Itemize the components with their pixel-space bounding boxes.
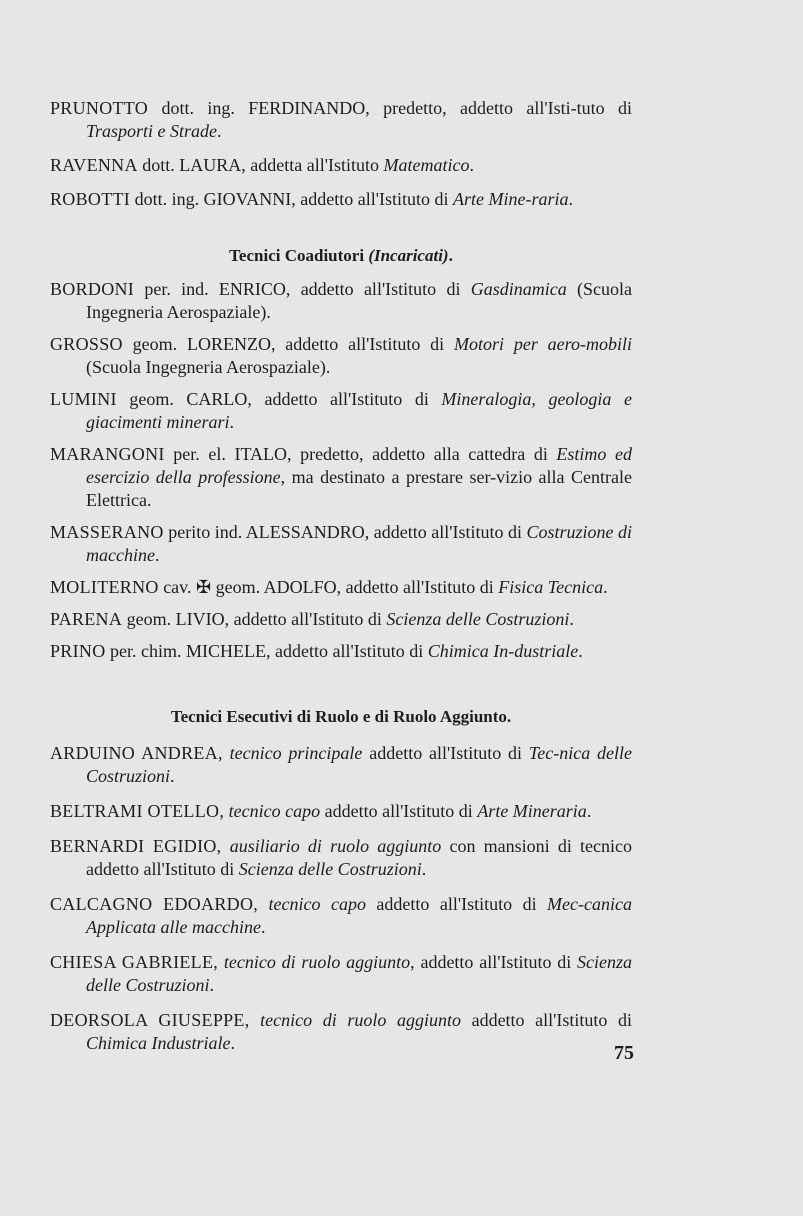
entry-bernardi: BERNARDI EGIDIO, ausiliario di ruolo aggiunto con mansioni di tecnico addetto all'Istituto di Scienza delle Costruzioni. bbox=[50, 836, 632, 879]
entry-prunotto: PRUNOTTO dott. ing. FERDINANDO, predetto, addetto all'Isti-tuto di Trasporti e Strade. bbox=[50, 98, 632, 141]
entry-prino: PRINO per. chim. MICHELE, addetto all'Istituto di Chimica In-dustriale. bbox=[50, 641, 583, 661]
section-heading-esecutivi: Tecnici Esecutivi di Ruolo e di Ruolo Aggiunto. bbox=[170, 707, 512, 726]
entry-calcagno: CALCAGNO EDOARDO, tecnico capo addetto all'Istituto di Mec-canica Applicata alle macchine. bbox=[50, 894, 632, 937]
entry-moliterno: MOLITERNO cav. ✠ geom. ADOLFO, addetto all'Istituto di Fisica Tecnica. bbox=[50, 577, 608, 597]
entries-coadiutori bbox=[50, 278, 632, 663]
entry-arduino: ARDUINO ANDREA, tecnico principale addetto all'Istituto di Tec-nica delle Costruzioni. bbox=[50, 743, 632, 786]
section-heading-coadiutori: Tecnici Coadiutori (Incaricati). bbox=[229, 246, 453, 265]
entry-masserano: MASSERANO perito ind. ALESSANDRO, addetto all'Istituto di Costruzione di macchine. bbox=[50, 522, 632, 565]
entry-deorsola: DEORSOLA GIUSEPPE, tecnico di ruolo aggiunto addetto all'Istituto di Chimica Industriale. bbox=[50, 1010, 633, 1053]
entry-marangoni: MARANGONI per. el. ITALO, predetto, addetto alla cattedra di Estimo ed esercizio della professione, ma destinato a prestare ser-vizio alla Centrale Elettrica. bbox=[50, 444, 632, 510]
entry-parena: PARENA geom. LIVIO, addetto all'Istituto di Scienza delle Costruzioni. bbox=[50, 609, 574, 629]
entry-beltrami: BELTRAMI OTELLO, tecnico capo addetto all'Istituto di Arte Mineraria. bbox=[50, 801, 592, 821]
entry-grosso: GROSSO geom. LORENZO, addetto all'Istituto di Motori per aero-mobili (Scuola Ingegneria Aerospaziale). bbox=[50, 334, 632, 377]
entries-top bbox=[50, 97, 632, 211]
page-number: 75 bbox=[614, 1042, 634, 1064]
entry-ravenna: RAVENNA dott. LAURA, addetta all'Istituto Matematico. bbox=[50, 155, 474, 175]
entry-lumini: LUMINI geom. CARLO, addetto all'Istituto di Mineralogia, geologia e giacimenti minerari. bbox=[50, 389, 632, 432]
entry-chiesa: CHIESA GABRIELE, tecnico di ruolo aggiunto, addetto all'Istituto di Scienza delle Costruzioni. bbox=[50, 952, 632, 995]
entry-robotti: ROBOTTI dott. ing. GIOVANNI, addetto all'Istituto di Arte Mine-raria. bbox=[50, 189, 573, 209]
entries-esecutivi bbox=[50, 742, 632, 1055]
entry-bordoni: BORDONI per. ind. ENRICO, addetto all'Istituto di Gasdinamica (Scuola Ingegneria Aerospaziale). bbox=[50, 279, 632, 322]
